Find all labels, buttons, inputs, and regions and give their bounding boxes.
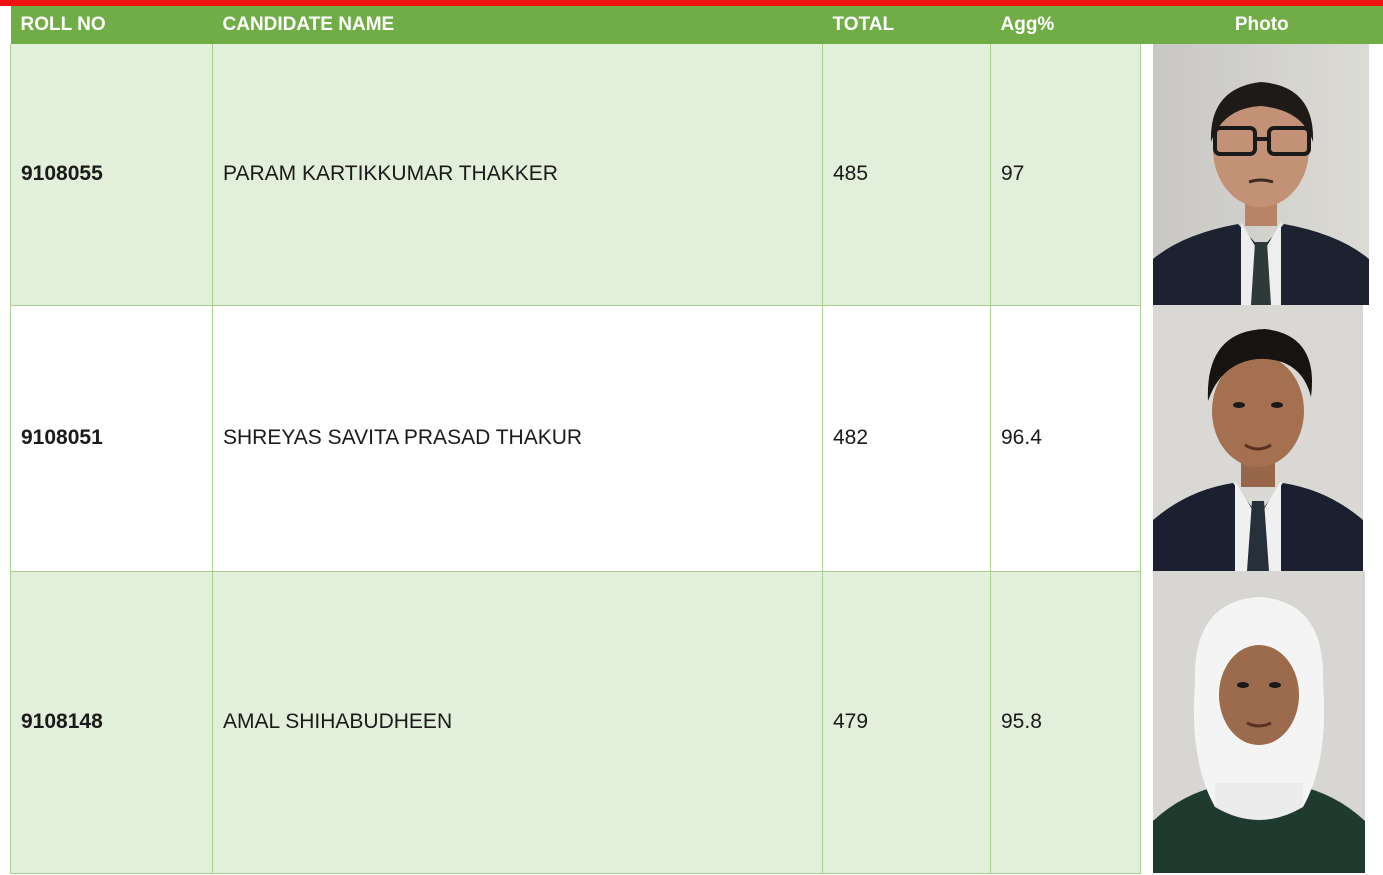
photo-cell xyxy=(1141,571,1383,873)
photo-cell xyxy=(1141,305,1383,571)
header-total: TOTAL xyxy=(823,6,991,44)
table-row xyxy=(11,305,1383,571)
roll-number: 9108051 xyxy=(11,305,213,571)
total-marks: 485 xyxy=(823,44,991,305)
roll-number: 9108148 xyxy=(11,571,213,873)
candidate-name: PARAM KARTIKKUMAR THAKKER xyxy=(213,44,823,305)
candidate-name: AMAL SHIHABUDHEEN xyxy=(213,571,823,873)
aggregate-percent: 95.8 xyxy=(991,571,1141,873)
aggregate-percent: 96.4 xyxy=(991,305,1141,571)
photo-cell xyxy=(1141,44,1383,305)
table-row xyxy=(11,44,1383,305)
table-row xyxy=(11,571,1383,873)
candidate-name: SHREYAS SAVITA PRASAD THAKUR xyxy=(213,305,823,571)
aggregate-percent: 97 xyxy=(991,44,1141,305)
header-candidate-name: CANDIDATE NAME xyxy=(213,6,823,44)
total-marks: 482 xyxy=(823,305,991,571)
header-roll-no: ROLL NO xyxy=(11,6,213,44)
candidate-photo xyxy=(1153,571,1383,873)
roll-number: 9108055 xyxy=(11,44,213,305)
table-header-row xyxy=(11,6,1383,44)
candidate-photo xyxy=(1153,305,1383,571)
total-marks: 479 xyxy=(823,571,991,873)
results-table xyxy=(10,6,1383,874)
header-agg-percent: Agg% xyxy=(991,6,1141,44)
candidate-photo xyxy=(1153,44,1383,305)
header-photo: Photo xyxy=(1141,6,1383,44)
